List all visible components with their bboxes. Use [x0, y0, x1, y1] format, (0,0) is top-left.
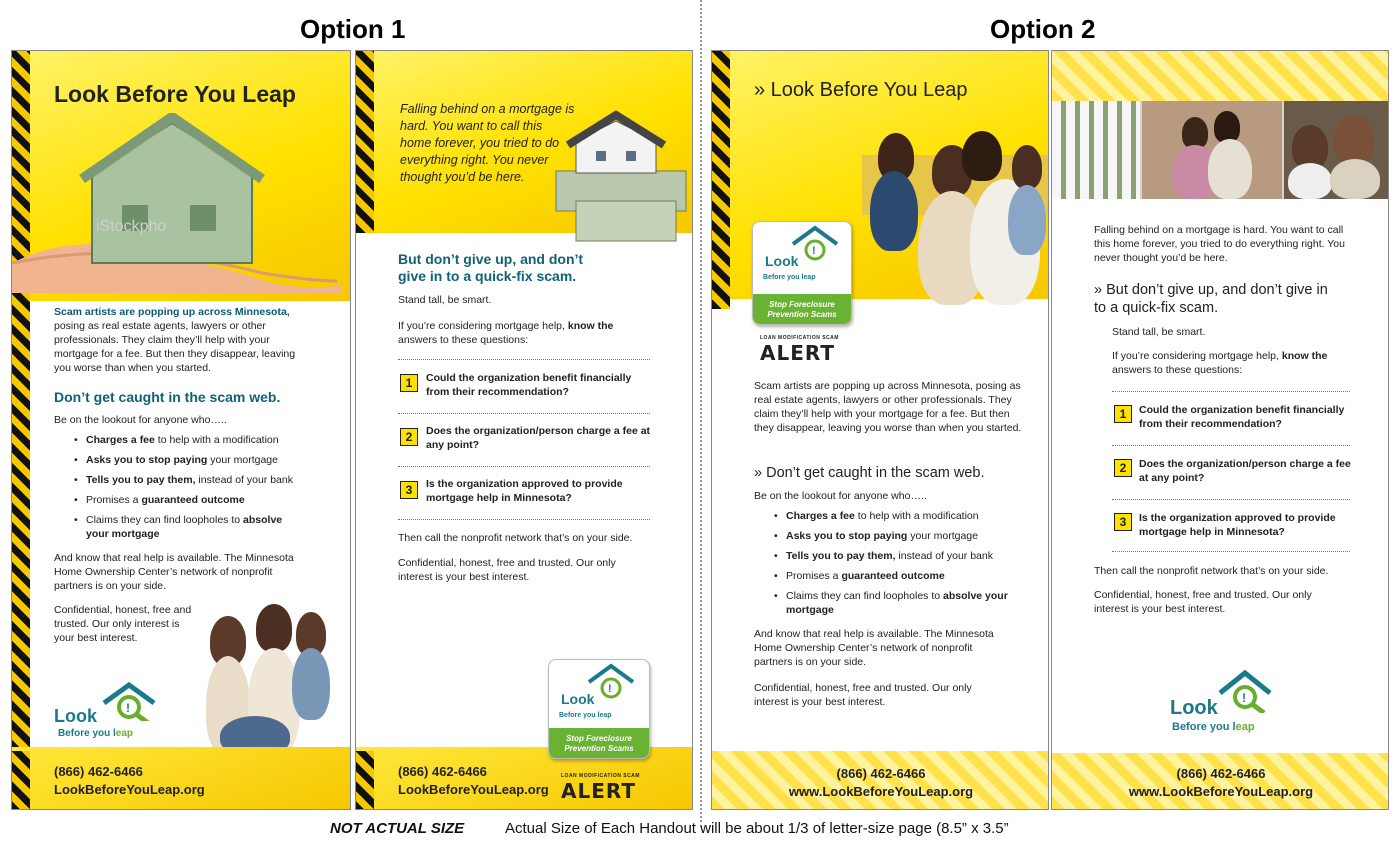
scam-web-heading: » Don’t get caught in the scam web. — [754, 465, 985, 481]
dotted-divider — [1112, 445, 1350, 446]
hazard-stripe-bottom — [356, 751, 374, 810]
intro-text — [54, 305, 314, 375]
phone-number[interactable]: (866) 462-6466 — [54, 764, 143, 779]
family-photo — [862, 115, 1049, 305]
list-item: • Asks you to stop paying your mortgage — [774, 529, 1014, 543]
real-help-text: And know that real help is available. The Minnesota Home Ownership Center’s network of nonprofit partners is on your side. — [754, 628, 994, 668]
confidential-text: Confidential, honest, free and trusted. Our only interest is your best interest. — [1094, 589, 1312, 615]
dont-give-up-heading: But don’t give up, and don’t give in to a quick-fix scam. — [398, 251, 584, 284]
lookout-text: Be on the lookout for anyone who….. — [54, 414, 227, 426]
house-magnifier-icon — [1210, 669, 1320, 713]
contact-block — [1052, 765, 1389, 801]
scam-web-heading: Don’t get caught in the scam web. — [54, 389, 281, 405]
phone-number[interactable]: (866) 462-6466 — [836, 766, 926, 781]
list-item: • Promises a guaranteed outcome — [74, 493, 304, 507]
hazard-stripe-bottom — [12, 751, 30, 810]
scam-alert-logo: LOAN MODIFICATION SCAM ALERT — [561, 773, 640, 803]
svg-text:!: ! — [126, 701, 130, 715]
option-1-heading: Option 1 — [300, 14, 406, 44]
phone-number[interactable]: (866) 462-6466 — [398, 764, 487, 779]
list-item: • Claims they can find loopholes to absolve your mortgage — [774, 589, 1014, 617]
watermark-text: iStockpho — [96, 218, 167, 235]
question-number: 3 — [1114, 513, 1132, 531]
stop-foreclosure-badge — [752, 221, 852, 325]
website-link[interactable]: www.LookBeforeYouLeap.org — [1128, 784, 1314, 799]
website-link[interactable]: LookBeforeYouLeap.org — [398, 782, 549, 797]
handout-panel-2 — [355, 50, 693, 810]
logo-look-text: Look — [54, 706, 97, 726]
website-link[interactable]: LookBeforeYouLeap.org — [54, 782, 205, 797]
warning-list — [774, 509, 1014, 623]
options-divider — [700, 0, 702, 822]
look-before-you-leap-logo — [54, 681, 174, 741]
stand-tall-text: Stand tall, be smart. — [398, 294, 492, 306]
house-magnifier-icon — [753, 222, 852, 278]
contact-block — [54, 763, 205, 799]
list-item: • Tells you to pay them, instead of your bank — [74, 473, 304, 487]
question-text: Could the organization benefit financially from their recommendation? — [426, 372, 632, 398]
look-before-you-leap-logo — [1170, 669, 1290, 733]
logo-sub-text: Before you leap — [1172, 721, 1255, 733]
question-text: Does the organization/person charge a fee at any point? — [1139, 458, 1351, 484]
question-number: 3 — [400, 481, 418, 499]
question-number: 1 — [1114, 405, 1132, 423]
house-on-money-photo — [546, 101, 693, 251]
photo-strip — [1052, 101, 1389, 199]
house-magnifier-icon — [94, 681, 204, 721]
list-item: • Charges a fee to help with a modification — [774, 509, 1014, 523]
fence-photo — [1052, 101, 1140, 199]
website-link[interactable]: www.LookBeforeYouLeap.org — [788, 784, 974, 799]
dotted-divider — [1112, 391, 1350, 392]
intro-bold: Scam artists are popping up across Minnesota, — [54, 306, 290, 318]
considering-text: If you’re considering mortgage help, know the answers to these questions: — [398, 320, 614, 346]
question-number: 1 — [400, 374, 418, 392]
badge-sub-text: Before you leap — [559, 712, 612, 719]
family-photo — [200, 596, 335, 756]
kids-photo — [1284, 101, 1389, 199]
badge-banner: Stop Foreclosure Prevention Scams — [753, 294, 851, 324]
logo-sub-text: Before you leap — [58, 728, 134, 739]
dotted-divider — [1112, 499, 1350, 500]
list-item: • Promises a guaranteed outcome — [774, 569, 1014, 583]
contact-block — [398, 763, 549, 799]
question-number: 2 — [400, 428, 418, 446]
question-text: Does the organization/person charge a fee at any point? — [426, 425, 651, 451]
dotted-divider — [398, 519, 650, 520]
not-actual-size-label: NOT ACTUAL SIZE — [330, 820, 465, 837]
list-item: • Asks you to stop paying your mortgage — [74, 453, 304, 467]
confidential-text: Confidential, honest, free and trusted. Our only interest is your best interest. — [398, 557, 616, 583]
intro-rest: posing as real estate agents, lawyers or other professionals. They claim they’ll help with your mortgage for a fee. But then they disappear, leaving you worse than when you started. — [54, 320, 296, 374]
stop-foreclosure-badge — [548, 659, 650, 759]
logo-look-text: Look — [1170, 697, 1218, 719]
hatched-header-bg — [1052, 51, 1389, 101]
dotted-divider — [1112, 551, 1350, 552]
money-house-photo — [12, 113, 351, 293]
lookout-text: Be on the lookout for anyone who….. — [754, 490, 927, 502]
quote-text: Falling behind on a mortgage is hard. You want to call this home forever, you tried to do everything right. You never thought you’d be here. — [400, 102, 575, 184]
list-item: • Tells you to pay them, instead of your bank — [774, 549, 1014, 563]
badge-sub-text: Before you leap — [763, 274, 816, 281]
contact-block — [712, 765, 1049, 801]
call-network-text: Then call the nonprofit network that’s on your side. — [398, 532, 633, 544]
dotted-divider — [398, 359, 650, 360]
confidential-text: Confidential, honest, free and trusted. Our only interest is your best interest. — [754, 682, 972, 708]
money-house-illustration — [12, 113, 351, 293]
svg-text:Look: Look — [765, 253, 799, 269]
intro-text: Scam artists are popping up across Minnesota, posing as real estate agents, lawyers or other professionals. They claim they’ll help with your mortgage for a fee. But then they disappear, leaving you worse than when you started. — [754, 380, 1022, 434]
stand-tall-text: Stand tall, be smart. — [1112, 326, 1206, 338]
warning-list — [74, 433, 304, 547]
svg-text:!: ! — [812, 245, 816, 257]
considering-text: If you’re considering mortgage help, know the answers to these questions: — [1112, 350, 1328, 376]
question-text: Could the organization benefit financially from their recommendation? — [1139, 404, 1345, 430]
list-item: • Charges a fee to help with a modification — [74, 433, 304, 447]
question-text: Is the organization approved to provide mortgage help in Minnesota? — [426, 478, 623, 504]
panel-title: » Look Before You Leap — [754, 79, 968, 101]
dotted-divider — [398, 466, 650, 467]
phone-number[interactable]: (866) 462-6466 — [1176, 766, 1266, 781]
question-number: 2 — [1114, 459, 1132, 477]
couple-photo — [1142, 101, 1282, 199]
handout-panel-4 — [1051, 50, 1389, 810]
svg-text:!: ! — [1242, 691, 1246, 705]
svg-text:Look: Look — [561, 691, 595, 707]
handout-panel-1 — [11, 50, 351, 810]
call-network-text: Then call the nonprofit network that’s on your side. — [1094, 565, 1329, 577]
real-help-text: And know that real help is available. The Minnesota Home Ownership Center’s network of nonprofit partners is on your side. — [54, 552, 294, 592]
dont-give-up-heading: » But don’t give up, and don’t give in to a quick-fix scam. — [1094, 282, 1328, 316]
house-money-illustration — [546, 101, 693, 251]
confidential-text: Confidential, honest, free and trusted. Our only interest is your best interest. — [54, 604, 192, 644]
handout-panel-3 — [711, 50, 1049, 810]
list-item: • Claims they can find loopholes to absolve your mortgage — [74, 513, 304, 541]
svg-text:!: ! — [608, 683, 612, 695]
panel-title: Look Before You Leap — [54, 81, 296, 107]
size-note: Actual Size of Each Handout will be about 1/3 of letter-size page (8.5” x 3.5” — [505, 820, 1009, 837]
house-magnifier-icon — [549, 660, 649, 716]
badge-banner: Stop Foreclosure Prevention Scams — [549, 728, 649, 758]
question-text: Is the organization approved to provide mortgage help in Minnesota? — [1139, 512, 1336, 538]
scam-alert-logo: LOAN MODIFICATION SCAM ALERT — [760, 335, 839, 365]
hazard-stripe — [712, 51, 730, 309]
hazard-stripe — [356, 51, 374, 233]
intro-text: Falling behind on a mortgage is hard. You want to call this home forever, you tried to do everything right. You never thought you’d be here. — [1094, 224, 1345, 264]
dotted-divider — [398, 413, 650, 414]
option-2-heading: Option 2 — [990, 14, 1096, 44]
